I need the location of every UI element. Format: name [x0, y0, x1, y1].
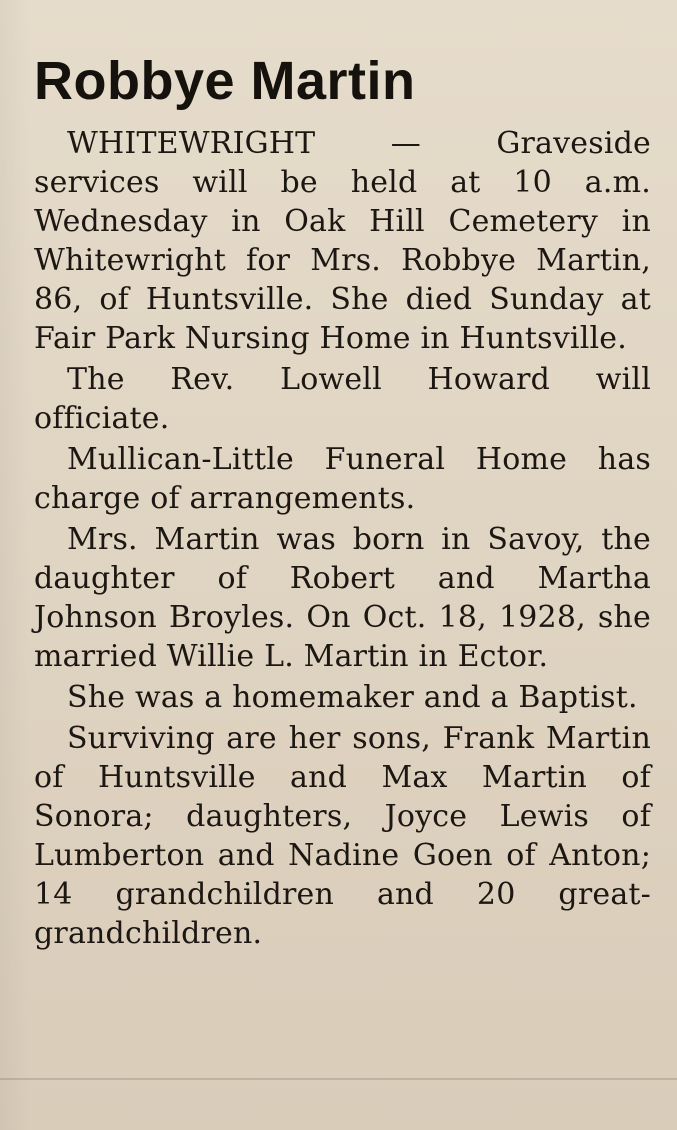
paper-fold-line — [0, 1078, 677, 1080]
obituary-headline: Robbye Martin — [34, 51, 416, 111]
obituary-body — [34, 124, 651, 953]
obituary-paragraph-funeral-home: Mullican-Little Funeral Home has charge of arrangements. — [34, 442, 651, 516]
obituary-paragraph-occupation: She was a homemaker and a Baptist. — [67, 680, 638, 715]
obituary-paragraph-biography: Mrs. Martin was born in Savoy, the daughter of Robert and Martha Johnson Broyles. On Oct. 18, 1928, she married Willie L. Martin in Ector. — [34, 522, 651, 674]
obituary-paragraph-services: WHITEWRIGHT — Graveside services will be held at 10 a.m. Wednesday in Oak Hill Cemetery in Whitewright for Mrs. Robbye Martin, 86, of Huntsville. She died Sunday at Fair Park Nursing Home in Huntsville. — [34, 126, 651, 356]
obituary-paragraph-survivors: Surviving are her sons, Frank Martin of Huntsville and Max Martin of Sonora; daughters, Joyce Lewis of Lumberton and Nadine Goen of Anton; 14 grandchildren and 20 great-grandchildren. — [34, 721, 651, 951]
obituary-paragraph-officiant: The Rev. Lowell Howard will officiate. — [34, 362, 651, 436]
